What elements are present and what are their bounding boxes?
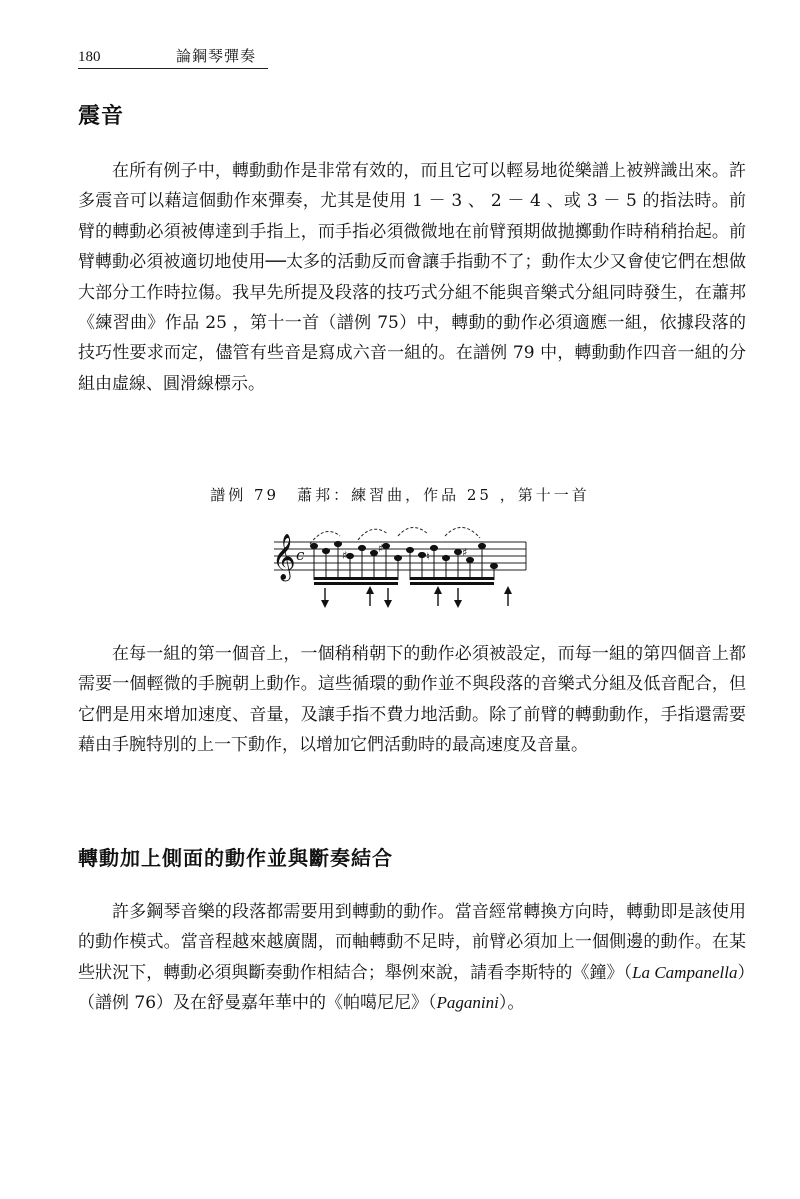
example-caption: 譜例 79 蕭邦：練習曲，作品 25 ，第十一首 [210,486,590,504]
svg-text:♯: ♯ [342,549,348,562]
svg-text:♮: ♮ [426,550,430,563]
paragraph-tremolo: 在所有例子中，轉動動作是非常有效的，而且它可以輕易地從樂譜上被辨識出來。許多震音可以藉這個動作來彈奏，尤其是使用 1 － 3 、 2 － 4 、或 3 － 5 的指法時。前臂的轉動必須被傳達到手指上，而手指必須微微地在前臂預期做拋擲動作時稍稍抬起。前臂轉動必須被適切地使用──太多的活動反而會讓手指動不了；動作太少又會使它們在想做大部分工作時拉傷。我早先所提及段落的技巧式分組不能與音樂式分組同時發生，在蕭邦《練習曲》作品 25 ，第十一首（譜例 75）中，轉動的動作必須適應一組，依據段落的技巧性要求而定，儘管有些音是寫成六音一組的。在譜例 79 中，轉動動作四音一組的分組由虛線、圓滑線標示。 [78,161,746,394]
music-score-example-79 [270,522,530,612]
text-part-1: 許多鋼琴音樂的段落都需要用到轉動的動作。當音經常轉換方向時，轉動即是該使用的動作模式。當音程越來越廣闊，而軸轉動不足時，前臂必須加上一個側邊的動作。在某些狀況下，轉動必須與斷奏動作相結合；舉例來說，請看李斯特的《鐘》（ [78,902,746,983]
italic-title-paganini: Paganini [436,993,499,1013]
text-part-3: ）。 [498,993,525,1014]
page-number: 180 [78,49,101,65]
paragraph-rotation-staccato [78,897,746,1019]
note-group-2 [407,543,498,585]
paragraph-explanation: 在每一組的第一個音上，一個稍稍朝下的動作必須被設定，而每一組的第四個音上都需要一個輕微的手腕朝上動作。這些循環的動作並不與段落的音樂式分組及低音配合，但它們是用來增加速度、音量，及讓手指不費力地活動。除了前臂的轉動動作，手指還需要藉由手腕特別的上一下動作，以增加它們活動時的最高速度及音量。 [78,644,746,756]
treble-clef-icon: 𝄞 [272,534,296,580]
section-heading-rotation-staccato: 轉動加上側面的動作並與斷奏結合 [78,846,393,870]
book-title: 論鋼琴彈奏 [176,47,257,65]
running-header [78,44,268,69]
text-part-2: ）（譜例 76）及在舒曼嘉年華中的《帕噶尼尼》（ [78,962,747,1014]
svg-text:♯: ♯ [462,546,468,559]
section-heading-tremolo: 震音 [78,104,125,129]
time-signature: c [296,546,305,564]
motion-arrows [321,586,512,608]
svg-text:♯: ♯ [378,542,384,555]
italic-title-la-campanella: La Campanella [632,962,738,982]
